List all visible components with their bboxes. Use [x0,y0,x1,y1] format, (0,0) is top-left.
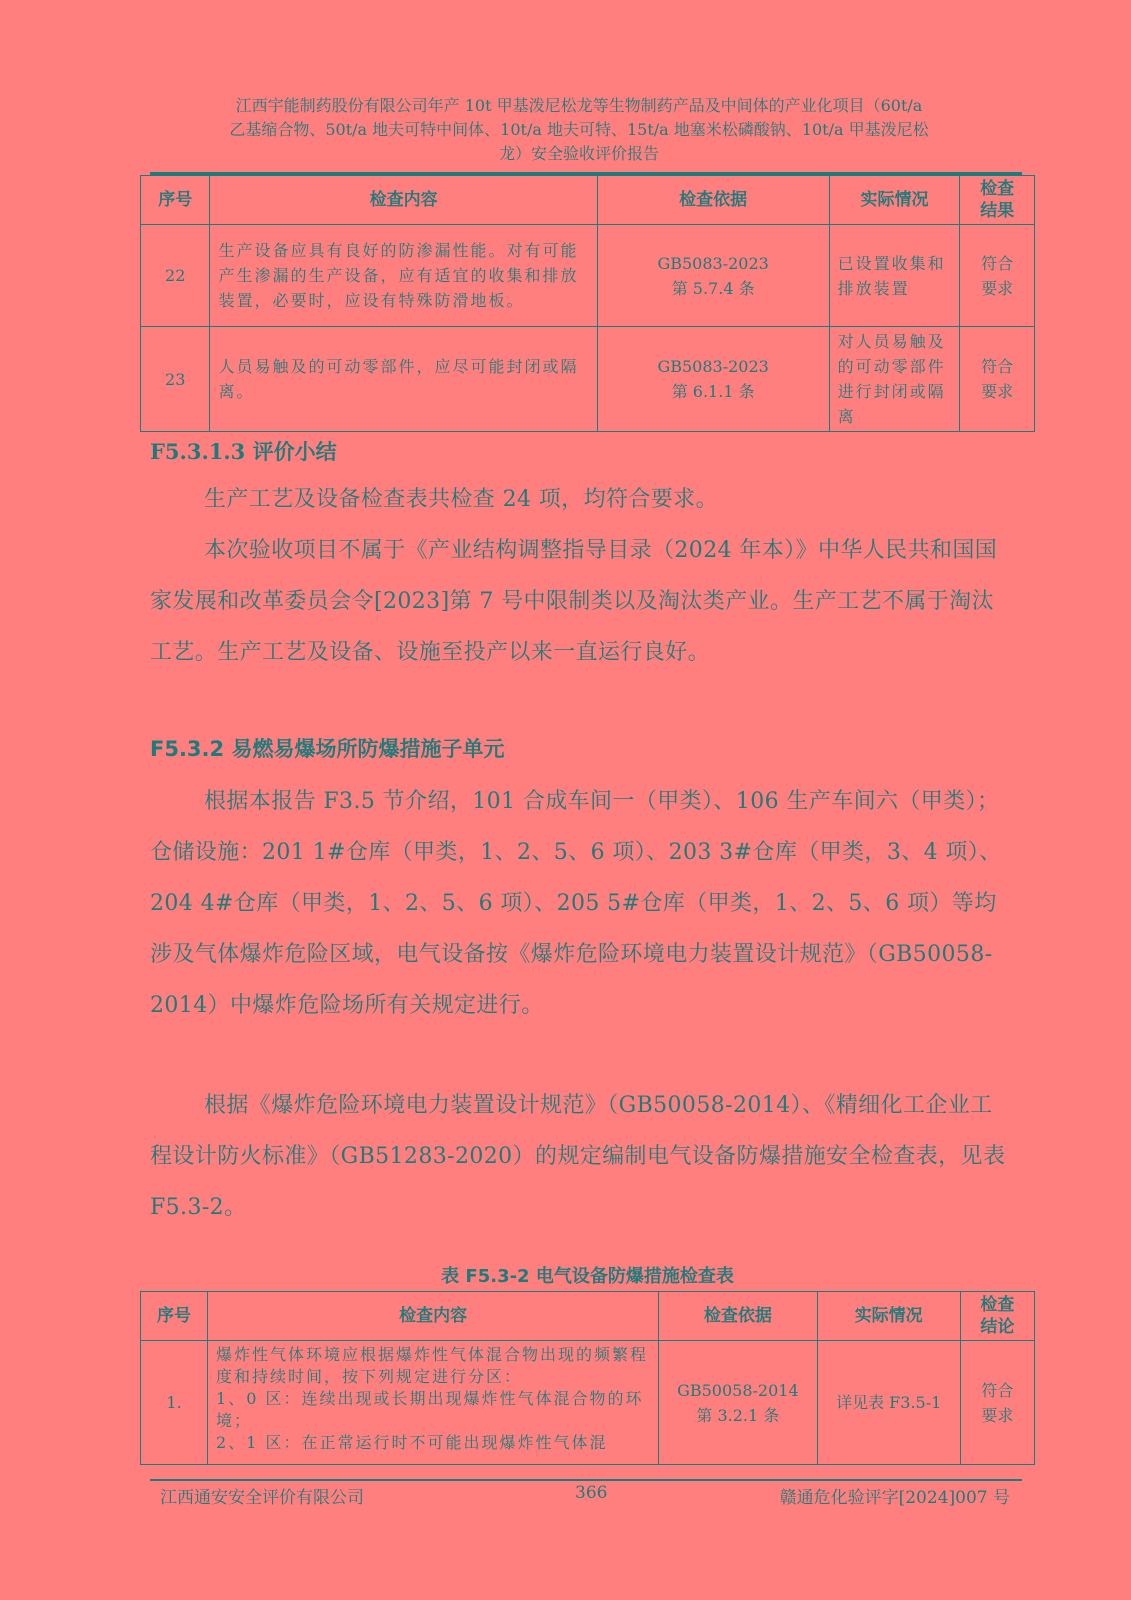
footer-doc-number: 赣通危化验评字[2024]007 号 [779,1488,1010,1508]
col-header-actual: 实际情况 [829,176,960,225]
row-content: 人员易触及的可动零部件，应尽可能封闭或隔离。 [210,327,597,432]
section-heading-explosion-proof: F5.3.2 易燃易爆场所防爆措施子单元 [150,737,505,761]
page-header-line-2: 乙基缩合物、50t/a 地夫可特中间体、10t/a 地夫可特、15t/a 地塞米松磷酸钠、10t/a 甲基泼尼松 [229,120,929,139]
col-header-result: 检查 结果 [960,176,1035,225]
row-basis: GB50058-2014 第 3.2.1 条 [659,1341,817,1465]
row-no: 22 [141,225,210,327]
col-header-basis: 检查依据 [597,176,829,225]
row-basis: GB5083-2023 第 5.7.4 条 [597,225,829,327]
paragraph-explosion-2: 根据《爆炸危险环境电力装置设计规范》（GB50058-2014）、《精细化工企业工程设计防火标准》（GB51283-2020）的规定编制电气设备防爆措施安全检查表，见表 F5.3-2。 [150,1093,1006,1220]
row-actual: 对人员易触及的可动零部件进行封闭或隔离 [829,327,960,432]
col-header-basis: 检查依据 [659,1292,817,1341]
footer-company: 江西通安安全评价有限公司 [160,1488,364,1508]
section-heading-evaluation-summary: F5.3.1.3 评价小结 [150,439,337,464]
col-header-conclusion: 检查 结论 [960,1292,1034,1341]
row-basis: GB5083-2023 第 6.1.1 条 [597,327,829,432]
table-header-row [141,1292,1035,1341]
row-actual: 已设置收集和排放装置 [829,225,960,327]
row-conclusion: 符合 要求 [960,1341,1034,1465]
paragraph-summary-2: 本次验收项目不属于《产业结构调整指导目录（2024 年本）》中华人民共和国国家发展和改革委员会令[2023]第 7 号中限制类以及淘汰类产业。生产工艺不属于淘汰工艺。生产工艺及设备、设施至投产以来一直运行良好。 [150,538,998,665]
page-header-line-3: 龙）安全验收评价报告 [498,144,659,163]
page-header-line-1: 江西宇能制药股份有限公司年产 10t 甲基泼尼松龙等生物制药产品及中间体的产业化项目（60t/a [235,96,923,115]
row-result: 符合 要求 [960,225,1035,327]
row-result: 符合 要求 [960,327,1035,432]
page-header [150,94,1008,166]
row-actual: 详见表 F3.5-1 [817,1341,960,1465]
explosion-proof-check-table [140,1291,1035,1465]
page-number: 366 [575,1483,608,1503]
col-header-no: 序号 [141,1292,208,1341]
row-content: 生产设备应具有良好的防渗漏性能。对有可能产生渗漏的生产设备，应有适宜的收集和排放装置，必要时，应设有特殊防滑地板。 [210,225,597,327]
table-caption: 表 F5.3-2 电气设备防爆措施检查表 [441,1266,734,1287]
row-content: 爆炸性气体环境应根据爆炸性气体混合物出现的频繁程度和持续时间，按下列规定进行分区： 1、0 区：连续出现或长期出现爆炸性气体混合物的环境； 2、1 区：在正常运行时不可能出现爆炸性气体混 [208,1341,659,1465]
row-no: 23 [141,327,210,432]
footer-divider [150,1479,1022,1481]
paragraph-summary-1: 生产工艺及设备检查表共检查 24 项，均符合要求。 [204,487,718,512]
row-no: 1. [141,1341,208,1465]
col-header-content: 检查内容 [208,1292,659,1341]
table-header-row [141,176,1035,225]
table-row [141,225,1035,327]
table-row [141,1341,1035,1465]
equipment-check-table [140,175,1035,432]
col-header-content: 检查内容 [210,176,597,225]
table-row [141,327,1035,432]
col-header-no: 序号 [141,176,210,225]
page-footer [160,1483,1010,1509]
paragraph-explosion-1: 根据本报告 F3.5 节介绍，101 合成车间一（甲类）、106 生产车间六（甲类）；仓储设施：201 1#仓库（甲类，1、2、5、6 项）、203 3#仓库（甲类，3、4 项）、204 4#仓库（甲类，1、2、5、6 项）、205 5#仓库（甲类，1、2、5、6 项）等均涉及气体爆炸危险区域，电气设备按《爆炸危险环境电力装置设计规范》（GB50058-2014）中爆炸危险场所有关规定进行。 [150,789,1002,1018]
col-header-actual: 实际情况 [817,1292,960,1341]
